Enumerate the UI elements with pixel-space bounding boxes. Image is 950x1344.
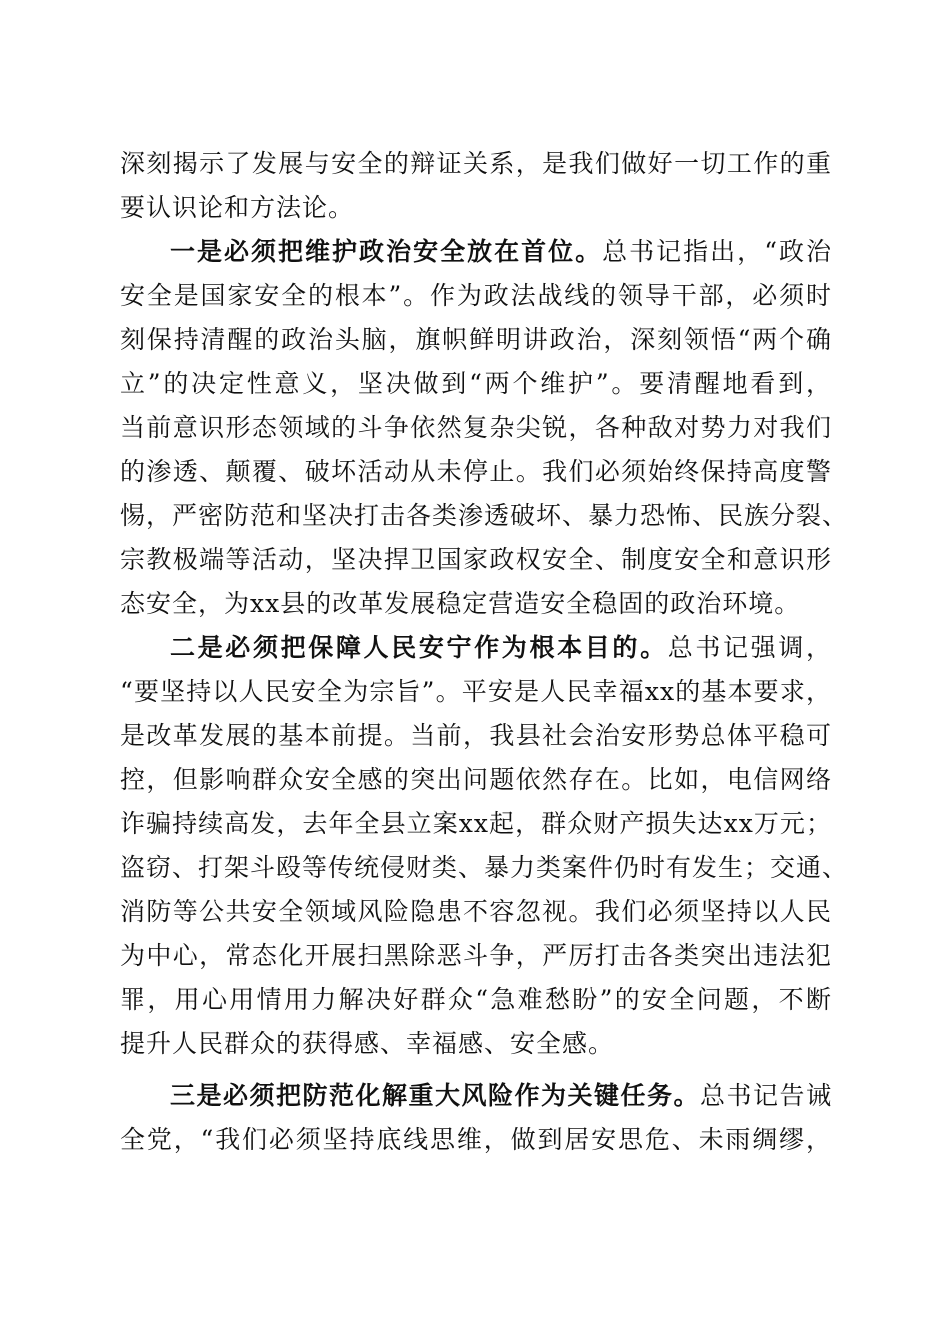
text-line: 是改革发展的基本前提。当前，我县社会治安形势总体平稳可 (120, 721, 832, 750)
paragraph-0 (120, 142, 832, 230)
paragraph-lead: 二是必须把保障人民安宁作为根本目的。 (170, 633, 668, 662)
text-line: 控，但影响群众安全感的突出问题依然存在。比如，电信网络 (120, 765, 832, 794)
text-line: 立”的决定性意义，坚决做到“两个维护”。要清醒地看到， (120, 369, 832, 398)
paragraph-lead: 一是必须把维护政治安全放在首位。 (170, 237, 603, 266)
text-line-first (120, 230, 832, 274)
text-line: 宗教极端等活动，坚决捍卫国家政权安全、制度安全和意识形 (120, 545, 832, 574)
text-line: 为中心，常态化开展扫黑除恶斗争，严厉打击各类突出违法犯 (120, 941, 832, 970)
paragraph-2 (120, 626, 849, 1066)
text-line-first (120, 626, 832, 670)
text-line: 诈骗持续高发，去年全县立案xx起，群众财产损失达xx万元； (120, 809, 832, 838)
text-line: 盗窃、打架斗殴等传统侵财类、暴力类案件仍时有发生；交通、 (120, 853, 849, 882)
text-line: 全党，“我们必须坚持底线思维，做到居安思危、未雨绸缪， (120, 1125, 832, 1154)
text-line: 罪，用心用情用力解决好群众“急难愁盼”的安全问题，不断 (120, 985, 832, 1014)
text-line: 的渗透、颠覆、破坏活动从未停止。我们必须始终保持高度警 (120, 457, 832, 486)
text-run: 总书记告诫 (699, 1081, 832, 1110)
document-body (120, 142, 849, 1162)
text-line: 提升人民群众的获得感、幸福感、安全感。 (120, 1029, 615, 1058)
text-line: 要认识论和方法论。 (120, 193, 355, 222)
text-line: 消防等公共安全领域风险隐患不容忽视。我们必须坚持以人民 (120, 897, 832, 926)
paragraph-lead: 三是必须把防范化解重大风险作为关键任务。 (170, 1081, 700, 1110)
paragraph-3 (120, 1074, 832, 1162)
text-line: 深刻揭示了发展与安全的辩证关系，是我们做好一切工作的重 (120, 149, 832, 178)
text-run: 总书记指出，“政治 (602, 237, 832, 266)
text-line: 惕，严密防范和坚决打击各类渗透破坏、暴力恐怖、民族分裂、 (120, 501, 849, 530)
text-line: 安全是国家安全的根本”。作为政法战线的领导干部，必须时 (120, 281, 832, 310)
paragraph-1 (120, 230, 849, 626)
text-line: 态安全，为xx县的改革发展稳定营造安全稳固的政治环境。 (120, 589, 801, 618)
text-line: “要坚持以人民安全为宗旨”。平安是人民幸福xx的基本要求， (120, 677, 832, 706)
text-line: 刻保持清醒的政治头脑，旗帜鲜明讲政治，深刻领悟“两个确 (120, 325, 832, 354)
text-line-first (120, 1074, 832, 1118)
text-run: 总书记强调， (667, 633, 832, 662)
text-line: 当前意识形态领域的斗争依然复杂尖锐，各种敌对势力对我们 (120, 413, 832, 442)
